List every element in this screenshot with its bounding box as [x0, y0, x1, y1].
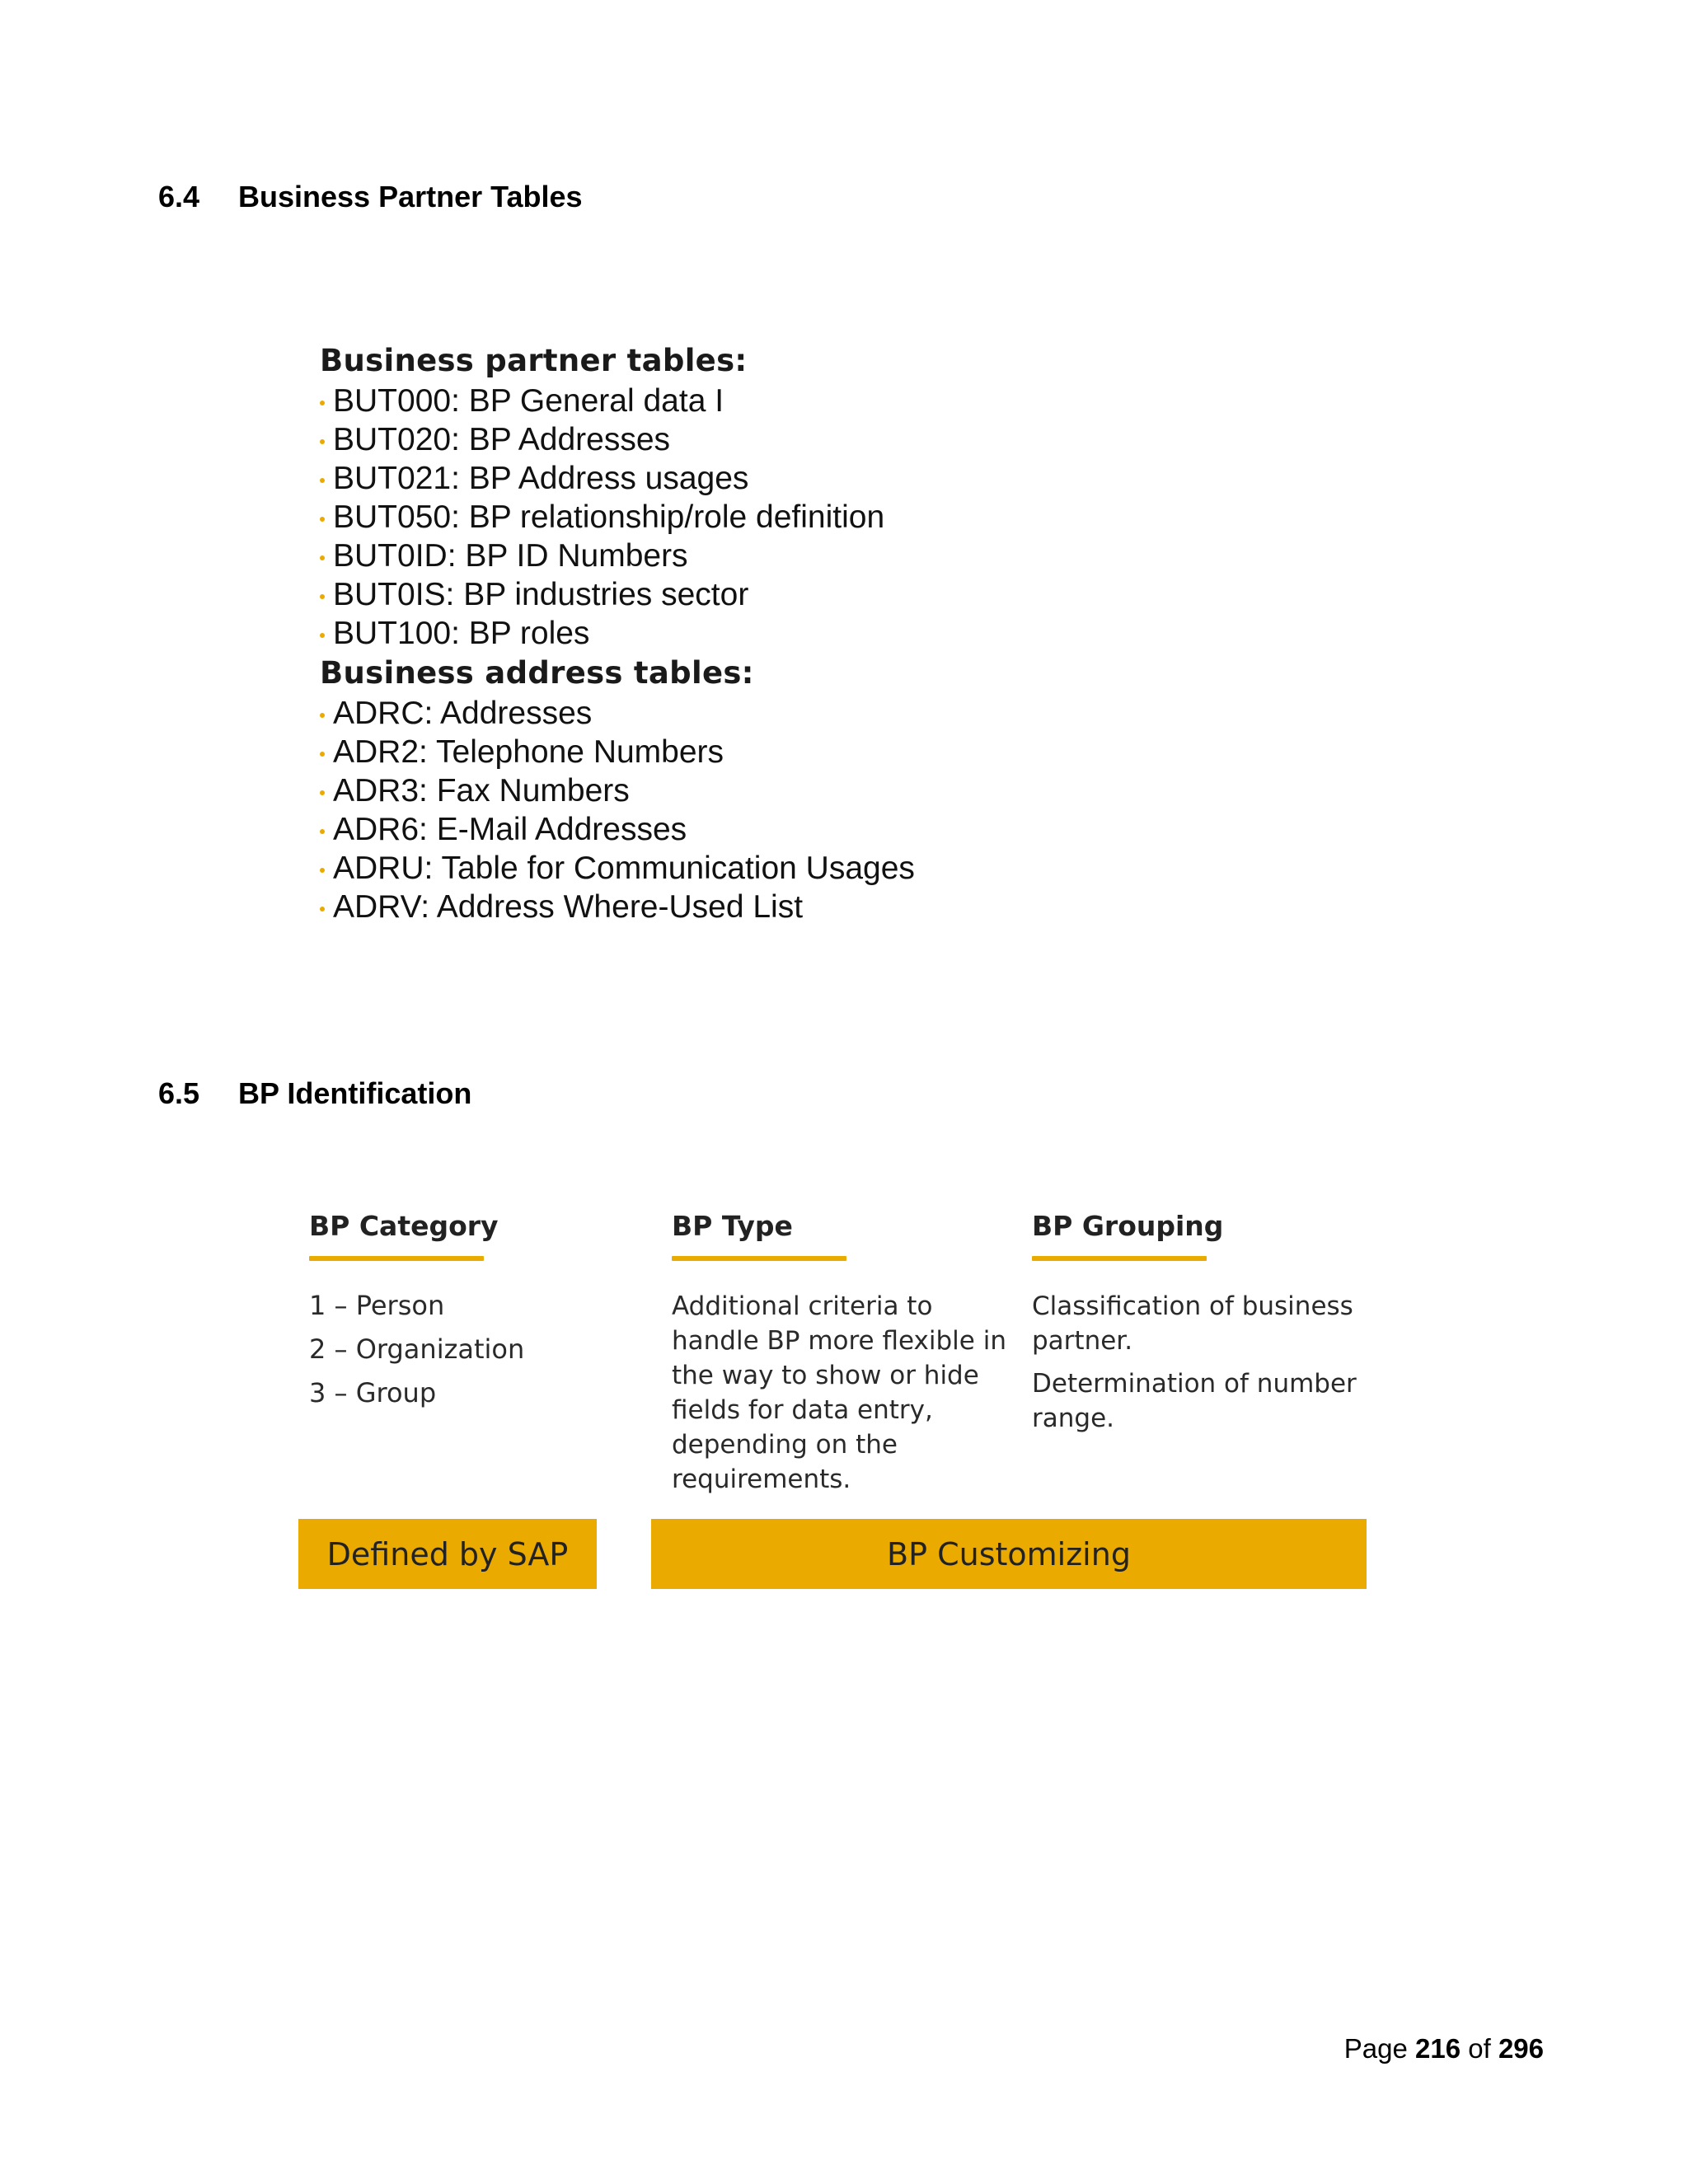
list-item	[320, 575, 946, 614]
list-item-text: BUT050: BP relationship/role definition	[333, 499, 885, 535]
bullet-icon	[320, 907, 325, 912]
tables-list-figure	[320, 340, 946, 926]
defined-by-sap-bar: Defined by SAP	[298, 1519, 597, 1589]
address-tables-list	[320, 694, 946, 926]
list-item	[320, 459, 946, 498]
list-item	[320, 810, 946, 849]
section-title: Business Partner Tables	[238, 180, 583, 213]
bp-tables-list	[320, 382, 946, 653]
list-item-text: ADR2: Telephone Numbers	[333, 734, 724, 770]
list-item-text: BUT020: BP Addresses	[333, 422, 671, 457]
grouping-paragraph-1	[1032, 1289, 1386, 1358]
bp-grouping-title: BP Grouping	[1032, 1210, 1224, 1242]
page-prefix: Page	[1343, 2033, 1408, 2064]
list-item-text: ADRV: Address Where-Used List	[333, 889, 804, 925]
category-item: 1 – Person	[309, 1290, 445, 1321]
bp-tables-title: Business partner tables:	[320, 343, 748, 378]
section-title: BP Identification	[238, 1076, 472, 1110]
list-item	[320, 849, 946, 888]
accent-underline	[309, 1256, 484, 1261]
list-item	[320, 537, 946, 575]
bp-grouping-column	[1032, 1207, 1386, 1444]
type-text-line: depending on the	[672, 1430, 898, 1460]
section-heading-6-4	[158, 180, 583, 214]
bullet-icon	[320, 713, 325, 718]
grouping-text-line: range.	[1032, 1404, 1114, 1433]
type-text-line: the way to show or hide	[672, 1361, 979, 1390]
grouping-text-line: partner.	[1032, 1326, 1133, 1356]
list-item	[320, 733, 946, 771]
type-text-line: requirements.	[672, 1465, 851, 1494]
bullet-icon	[320, 790, 325, 795]
type-text-line: handle BP more flexible in	[672, 1326, 1006, 1356]
section-number: 6.5	[158, 1076, 200, 1110]
bullet-icon	[320, 633, 325, 638]
bullet-icon	[320, 555, 325, 560]
list-item-text: ADR3: Fax Numbers	[333, 773, 630, 808]
bp-identification-diagram	[297, 1207, 1385, 1603]
bp-customizing-bar: BP Customizing	[651, 1519, 1367, 1589]
list-item	[320, 694, 946, 733]
bullet-icon	[320, 829, 325, 834]
bp-type-description	[672, 1289, 1026, 1497]
bullet-icon	[320, 868, 325, 873]
list-item	[320, 888, 946, 926]
list-item-text: BUT021: BP Address usages	[333, 461, 749, 496]
bullet-icon	[320, 401, 325, 405]
section-number: 6.4	[158, 180, 200, 213]
list-item-text: BUT100: BP roles	[333, 616, 590, 651]
bp-category-title: BP Category	[309, 1210, 499, 1242]
page-number	[1344, 2033, 1544, 2064]
category-item: 3 – Group	[309, 1377, 437, 1408]
bullet-icon	[320, 594, 325, 599]
bullet-icon	[320, 517, 325, 522]
type-text-line: Additional criteria to	[672, 1291, 933, 1321]
bp-type-title: BP Type	[672, 1210, 793, 1242]
list-item-text: BUT0ID: BP ID Numbers	[333, 538, 688, 574]
grouping-text-line: Classification of business	[1032, 1291, 1353, 1321]
list-item-text: BUT0IS: BP industries sector	[333, 577, 749, 612]
grouping-text-line: Determination of number	[1032, 1369, 1357, 1399]
list-item	[320, 420, 946, 459]
bp-type-column	[672, 1207, 1026, 1497]
address-tables-title: Business address tables:	[320, 655, 754, 691]
total-pages: 296	[1498, 2033, 1544, 2064]
list-item-text: ADRC: Addresses	[333, 696, 593, 731]
list-item	[320, 382, 946, 420]
list-item	[320, 498, 946, 537]
type-text-line: fields for data entry,	[672, 1395, 933, 1425]
list-item	[320, 771, 946, 810]
accent-underline	[1032, 1256, 1207, 1261]
bullet-icon	[320, 752, 325, 757]
bullet-icon	[320, 478, 325, 483]
list-item-text: ADRU: Table for Communication Usages	[333, 851, 915, 886]
bp-category-column	[309, 1207, 639, 1415]
list-item	[320, 614, 946, 653]
category-item: 2 – Organization	[309, 1333, 525, 1365]
accent-underline	[672, 1256, 846, 1261]
page-of: of	[1468, 2033, 1491, 2064]
bp-category-list	[309, 1284, 639, 1415]
bp-grouping-description	[1032, 1289, 1386, 1436]
list-item-text: BUT000: BP General data I	[333, 383, 724, 419]
grouping-paragraph-2	[1032, 1366, 1386, 1436]
section-heading-6-5	[158, 1076, 471, 1111]
list-item-text: ADR6: E-Mail Addresses	[333, 812, 687, 847]
current-page: 216	[1415, 2033, 1461, 2064]
bullet-icon	[320, 439, 325, 444]
